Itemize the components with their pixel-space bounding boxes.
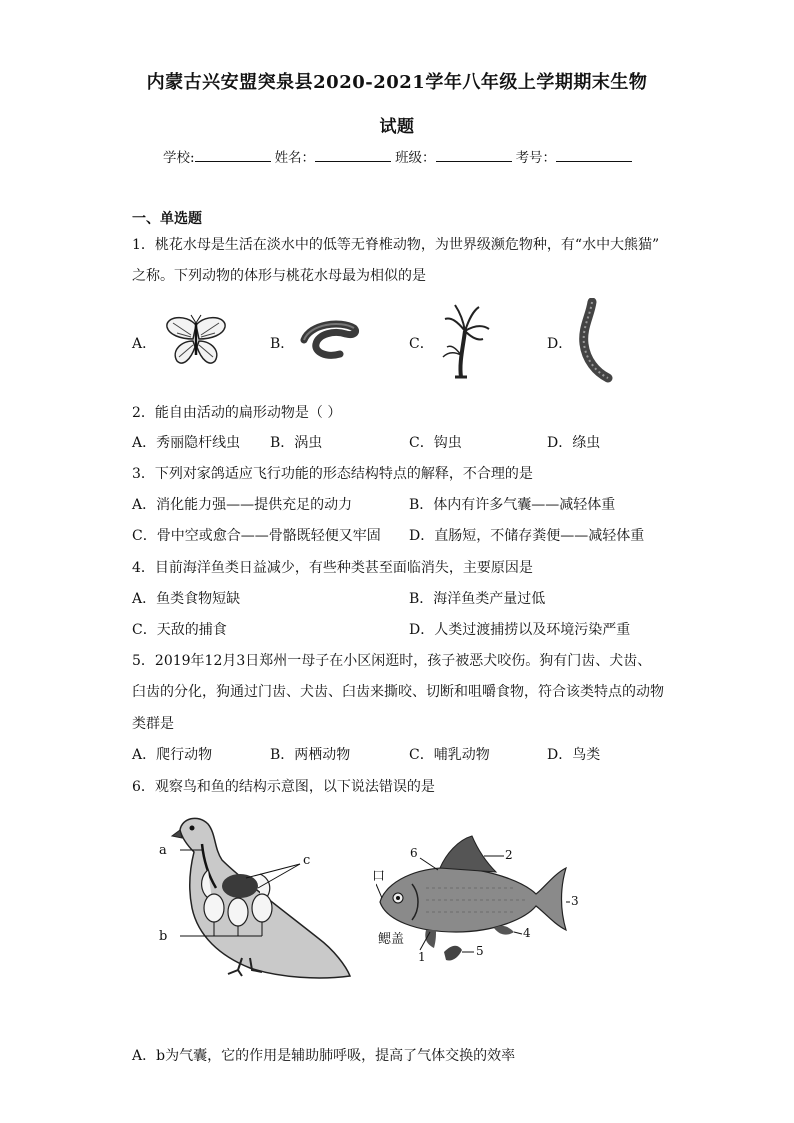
- fish-label-2: 2: [505, 848, 513, 862]
- q1-option-c-label[interactable]: C．: [409, 336, 434, 352]
- q6-stem: 6．观察鸟和鱼的结构示意图，以下说法错误的是: [132, 779, 435, 795]
- fish-label-4: 4: [523, 926, 531, 940]
- q2-option-a[interactable]: A．秀丽隐杆线虫: [132, 435, 241, 451]
- q1-option-d-label[interactable]: D．: [547, 336, 573, 352]
- q6-option-a[interactable]: A．b为气囊，它的作用是辅助肺呼吸，提高了气体交换的效率: [132, 1048, 516, 1064]
- bird-label-b: b: [159, 929, 168, 944]
- fish-label-6: 6: [410, 846, 418, 860]
- q1-stem-line2: 之称。下列动物的体形与桃花水母最为相似的是: [132, 268, 426, 284]
- q4-option-a[interactable]: A．鱼类食物短缺: [132, 591, 241, 607]
- fish-label-gill: 鳃盖: [378, 932, 405, 947]
- q5-stem-line1: 5．2019年12月3日郑州一母子在小区闲逛时，孩子被恶犬咬伤。狗有门齿、犬齿、: [132, 653, 652, 669]
- student-info-fields: [163, 146, 636, 166]
- q4-option-c[interactable]: C．天敌的捕食: [132, 622, 227, 638]
- school-label: 学校:: [163, 150, 195, 166]
- q3-option-a[interactable]: A．消化能力强——提供充足的动力: [132, 497, 353, 513]
- worm-icon: [300, 318, 360, 362]
- pigeon-diagram: [150, 808, 360, 984]
- school-blank[interactable]: [195, 147, 271, 162]
- fish-label-1: 1: [418, 950, 426, 964]
- q5-option-b[interactable]: B．两栖动物: [270, 747, 351, 763]
- fish-label-3: 3: [571, 894, 579, 908]
- q5-stem-line2: 臼齿的分化，狗通过门齿、犬齿、臼齿来撕咬、切断和咀嚼食物，符合该类特点的动物: [132, 684, 664, 700]
- butterfly-icon: [163, 313, 229, 369]
- number-label: 考号：: [515, 150, 557, 166]
- fish-label-mouth: 口: [372, 869, 386, 884]
- section-heading: 一、单选题: [132, 211, 202, 227]
- q1-option-a-label[interactable]: A．: [132, 336, 157, 352]
- q4-stem: 4．目前海洋鱼类日益减少，有些种类甚至面临消失，主要原因是: [132, 560, 533, 576]
- q2-option-c[interactable]: C．钩虫: [409, 435, 462, 451]
- fish-diagram: [376, 832, 572, 964]
- q5-option-a[interactable]: A．爬行动物: [132, 747, 213, 763]
- q1-option-b-label[interactable]: B．: [270, 336, 295, 352]
- bird-label-c: c: [303, 853, 311, 868]
- q5-option-c[interactable]: C．哺乳动物: [409, 747, 490, 763]
- q4-option-b[interactable]: B．海洋鱼类产量过低: [409, 591, 546, 607]
- exam-title: 内蒙古兴安盟突泉县2020-2021学年八年级上学期期末生物: [146, 72, 648, 93]
- q1-stem-line1: 1．桃花水母是生活在淡水中的低等无脊椎动物，为世界级濒危物种，有“水中大熊猫”: [132, 237, 660, 253]
- q2-option-b[interactable]: B．涡虫: [270, 435, 323, 451]
- bird-label-a: a: [159, 843, 167, 858]
- exam-title-line2: 试题: [379, 117, 415, 137]
- name-label: 姓名：: [274, 150, 316, 166]
- q2-stem: 2．能自由活动的扁形动物是（ ）: [132, 405, 342, 421]
- fish-label-5: 5: [476, 944, 484, 958]
- q4-option-d[interactable]: D．人类过渡捕捞以及环境污染严重: [409, 622, 631, 638]
- class-blank[interactable]: [436, 147, 512, 162]
- q5-option-d[interactable]: D．鸟类: [547, 747, 601, 763]
- q2-option-d[interactable]: D．绦虫: [547, 435, 601, 451]
- name-blank[interactable]: [315, 147, 391, 162]
- q3-option-d[interactable]: D．直肠短，不储存粪便——减轻体重: [409, 528, 645, 544]
- q5-stem-line3: 类群是: [132, 716, 174, 732]
- leech-icon: [568, 298, 614, 384]
- q3-option-c[interactable]: C．骨中空或愈合——骨骼既轻便又牢固: [132, 528, 381, 544]
- number-blank[interactable]: [556, 147, 632, 162]
- q3-option-b[interactable]: B．体内有许多气囊——减轻体重: [409, 497, 616, 513]
- q3-stem: 3．下列对家鸽适应飞行功能的形态结构特点的解释，不合理的是: [132, 466, 533, 482]
- hydra-icon: [437, 303, 493, 381]
- class-label: 班级：: [395, 150, 436, 166]
